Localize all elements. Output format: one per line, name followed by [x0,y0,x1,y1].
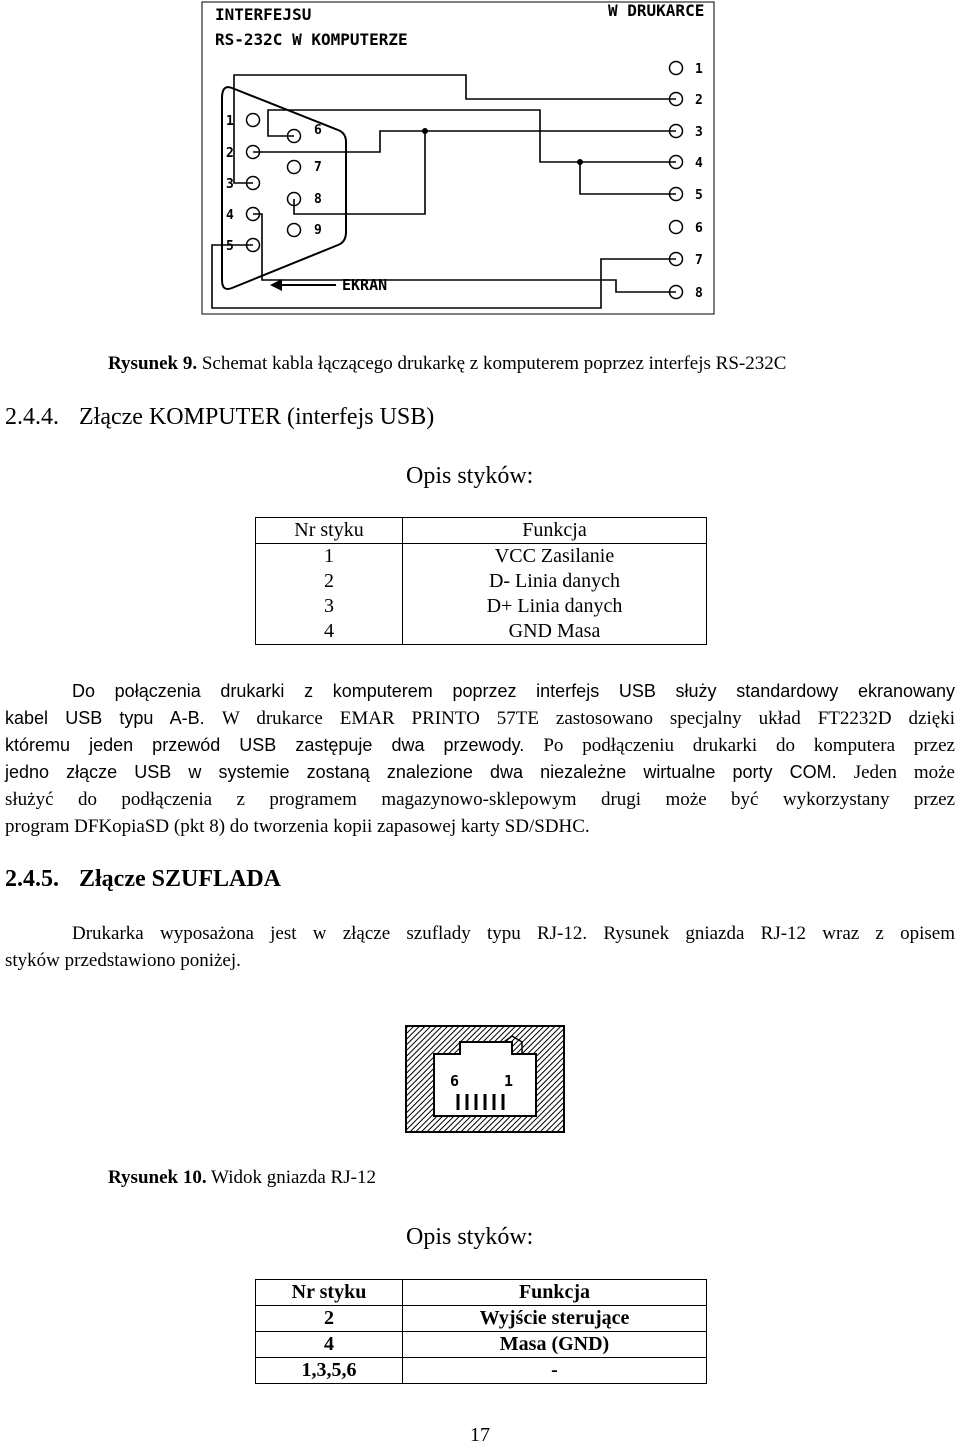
pc-pin-9 [288,223,322,238]
printer-pin-4 [670,156,704,172]
svg-text:6: 6 [695,221,703,236]
column-header-function: Funkcja [403,1280,707,1306]
function-cell: Wyjście sterujące [403,1306,707,1332]
svg-text:7: 7 [695,253,703,268]
paragraph-line: któremu jeden przewód USB zastępuje dwa przewody. Po podłączeniu drukarki do komputera przez [5,735,955,756]
table-row [256,569,707,594]
figure-10-label: Rysunek 10. [108,1167,207,1188]
paragraph-line: służyć do podłączenia z programem magazynowo-sklepowym drugi może być wykorzystany przez [5,789,955,810]
table-row [256,594,707,619]
svg-text:3: 3 [695,125,703,140]
usb-pin-table [255,517,707,645]
function-cell: - [403,1358,707,1384]
pc-pin-7 [288,160,322,175]
function-cell: Masa (GND) [403,1332,707,1358]
pc-pin-6 [288,123,323,143]
table-header-row [256,518,707,544]
pc-pin-3 [226,177,260,193]
paragraph-line: kabel USB typu A-B. W drukarce EMAR PRINTO 57TE zastosowano specjalny układ FT2232D dzięki [5,708,955,729]
pc-pin-4 [226,208,260,224]
printer-label: W DRUKARCE [608,1,705,20]
rj12-pin-6-label: 6 [450,1072,460,1090]
pin-cell: 2 [256,1306,403,1332]
figure-10-text: Widok gniazda RJ-12 [211,1167,376,1188]
pc-pin-5 [226,239,260,255]
wiring-svg [0,0,960,330]
svg-text:2: 2 [226,146,234,161]
table-row [256,1306,707,1332]
function-cell: VCC Zasilanie [403,544,707,570]
section-number: 2.4.5. [5,866,59,892]
table-row [256,544,707,570]
section-heading-drawer [5,866,281,893]
drawer-paragraph [5,920,955,974]
printer-pin-8 [670,286,704,302]
section-title: Złącze SZUFLADA [79,866,281,892]
printer-pin-5 [670,188,703,204]
svg-text:5: 5 [695,188,703,203]
table-row [256,1332,707,1358]
printer-pin-3 [670,125,703,141]
printer-pin-2 [670,93,703,109]
pin-cell: 1,3,5,6 [256,1358,403,1384]
svg-text:2: 2 [695,93,703,108]
svg-text:9: 9 [314,223,322,238]
column-header-function: Funkcja [403,518,707,544]
figure-caption-9 [108,353,786,375]
usb-table-heading: Opis styków: [406,463,534,489]
paragraph-line: program DFKopiaSD (pkt 8) do tworzenia kopii zapasowej karty SD/SDHC. [5,816,590,837]
paragraph-line: Do połączenia drukarki z komputerem poprzez interfejs USB służy standardowy ekranowany [72,681,955,701]
printer-pin-1 [670,62,704,78]
rj12-pin-1-label: 1 [504,1072,514,1090]
pin-cell: 1 [256,544,403,570]
svg-text:5: 5 [226,239,234,254]
section-number: 2.4.4. [5,404,59,430]
wires [212,75,676,308]
section-title: Złącze KOMPUTER (interfejs USB) [79,404,435,430]
figure-9-text: Schemat kabla łączącego drukarkę z komputerem poprzez interfejs RS-232C [201,353,787,374]
pc-pin-1 [226,114,260,130]
svg-text:7: 7 [314,160,322,175]
drawer-table-heading: Opis styków: [406,1224,534,1250]
pin-cell: 4 [256,619,403,645]
table-row [256,1358,707,1384]
svg-text:4: 4 [226,208,234,223]
pin-cell: 2 [256,569,403,594]
pc-pin-8 [288,192,323,207]
column-header-pin: Nr styku [256,518,403,544]
table-row [256,619,707,645]
pin-cell: 3 [256,594,403,619]
paragraph-line: Drukarka wyposażona jest w złącze szuflady typu RJ-12. Rysunek gniazda RJ-12 wraz z opisem [72,923,955,944]
paragraph-line: styków przedstawiono poniżej. [5,950,241,971]
paragraph-line: jedno złącze USB w systemie zostaną znalezione dwa niezależne wirtualne porty COM. Jeden może [5,762,955,783]
function-cell: GND Masa [403,619,707,645]
rs232-wiring-diagram [0,0,960,330]
svg-text:3: 3 [226,177,234,192]
usb-paragraph [5,678,955,840]
printer-pin-6 [670,221,704,237]
pc-label-line2: RS-232C W KOMPUTERZE [215,30,408,49]
figure-9-label: Rysunek 9. [108,353,198,374]
svg-text:8: 8 [695,286,703,301]
column-header-pin: Nr styku [256,1280,403,1306]
pc-label-line1: INTERFEJSU [215,5,312,24]
table-header-row [256,1280,707,1306]
rj12-svg [404,1024,566,1134]
rj12-socket-drawing [404,1024,566,1139]
drawer-pin-table [255,1279,707,1384]
page-number: 17 [470,1424,490,1446]
wire-junctions [422,128,583,165]
svg-text:1: 1 [695,62,703,77]
pc-pin-2 [226,146,260,162]
printer-pin-7 [670,253,703,269]
svg-text:6: 6 [314,123,322,138]
shield-label: EKRAN [342,276,388,294]
db9-connector-outline [222,87,346,289]
section-heading-usb [5,404,434,431]
function-cell: D- Linia danych [403,569,707,594]
svg-text:8: 8 [314,192,322,207]
pin-cell: 4 [256,1332,403,1358]
figure-caption-10 [108,1167,376,1189]
function-cell: D+ Linia danych [403,594,707,619]
svg-text:1: 1 [226,114,234,129]
svg-text:4: 4 [695,156,703,171]
